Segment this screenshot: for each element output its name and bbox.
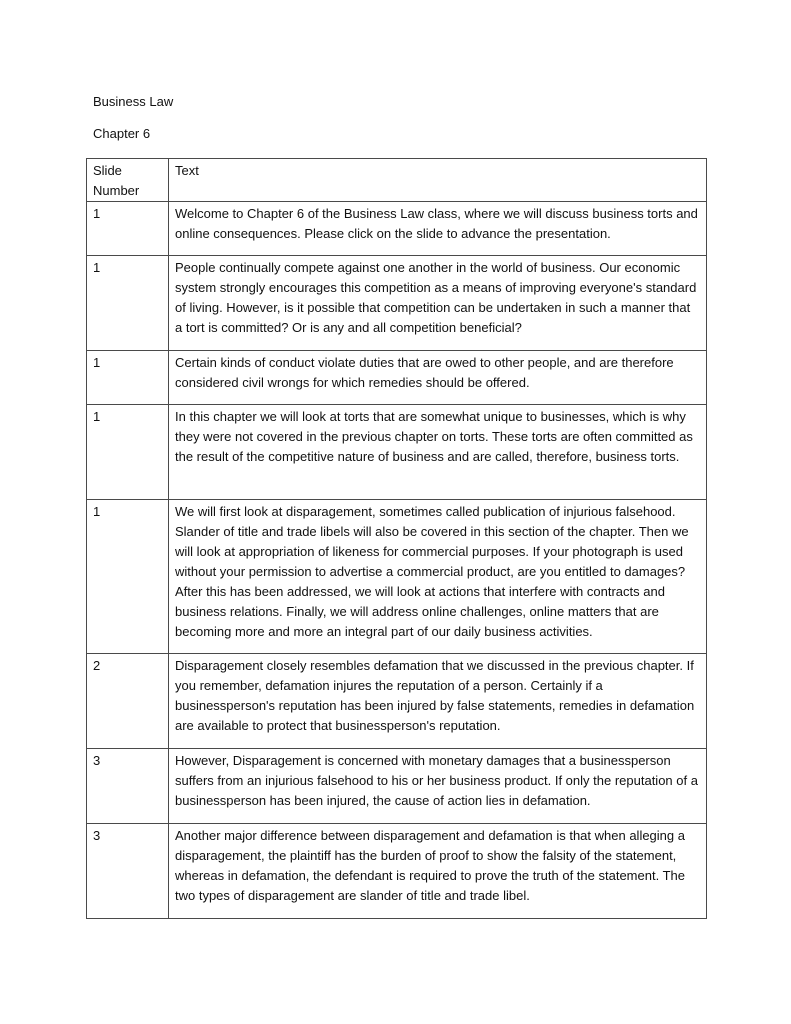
table-row [87, 654, 707, 749]
slide-text-cell: Certain kinds of conduct violate duties that are owed to other people, and are therefore considered civil wrongs for which remedies should be offered. [169, 351, 707, 405]
slide-number-cell: 1 [87, 351, 169, 405]
slide-text-cell: However, Disparagement is concerned with monetary damages that a businessperson suffers from an injurious falsehood to his or her business product. If only the reputation of a businessperson has been injured, the cause of action lies in defamation. [169, 749, 707, 824]
slide-text-cell: Disparagement closely resembles defamation that we discussed in the previous chapter. If you remember, defamation injures the reputation of a person. Certainly if a businessperson's reputation has been injured by false statements, remedies in defamation are available to protect that businessperson's reputation. [169, 654, 707, 749]
table-row [87, 351, 707, 405]
slide-text-cell: Another major difference between disparagement and defamation is that when alleging a disparagement, the plaintiff has the burden of proof to show the falsity of the statement, whereas in defamation, the defendant is required to prove the truth of the statement. The two types of disparagement are slander of title and trade libel. [169, 824, 707, 919]
document-title: Business Law [93, 94, 174, 109]
slide-text-cell: Welcome to Chapter 6 of the Business Law class, where we will discuss business torts and online consequences. Please click on the slide to advance the presentation. [169, 202, 707, 256]
slide-number-cell: 2 [87, 654, 169, 749]
column-header-text: Text [169, 159, 707, 202]
slide-script-table [86, 158, 707, 919]
slide-number-cell: 1 [87, 405, 169, 500]
slide-text-cell: In this chapter we will look at torts that are somewhat unique to businesses, which is why they were not covered in the previous chapter on torts. These torts are often committed as the result of the competitive nature of business and are called, therefore, business torts. [169, 405, 707, 500]
table-row [87, 256, 707, 351]
table-row [87, 405, 707, 500]
chapter-title: Chapter 6 [93, 126, 151, 141]
table-header-row [87, 159, 707, 202]
table-row [87, 500, 707, 654]
column-header-slide-number: Slide Number [87, 159, 169, 202]
slide-text-cell: We will first look at disparagement, sometimes called publication of injurious falsehood. Slander of title and trade libels will also be covered in this section of the chapter. Then we will look at appropriation of likeness for commercial purposes. If your photograph is used without your permission to advertise a commercial product, are you entitled to damages? After this has been addressed, we will look at actions that interfere with contracts and business relations. Finally, we will address online challenges, online matters that are becoming more and more an integral part of our daily business activities. [169, 500, 707, 654]
slide-number-cell: 3 [87, 824, 169, 919]
slide-text-cell: People continually compete against one another in the world of business. Our economic system strongly encourages this competition as a means of improving everyone's standard of living. However, is it possible that competition can be undertaken in such a manner that a tort is committed? Or is any and all competition beneficial? [169, 256, 707, 351]
slide-number-cell: 3 [87, 749, 169, 824]
table-row [87, 202, 707, 256]
slide-number-cell: 1 [87, 500, 169, 654]
slide-number-cell: 1 [87, 256, 169, 351]
table-row [87, 824, 707, 919]
table-row [87, 749, 707, 824]
slide-number-cell: 1 [87, 202, 169, 256]
